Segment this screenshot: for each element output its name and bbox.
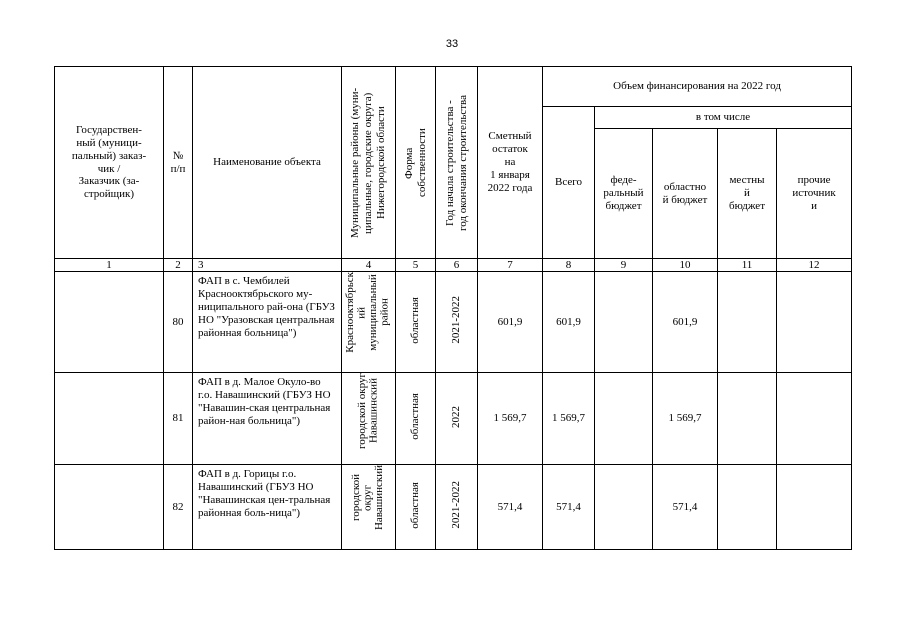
header-federal: феде- ральный бюджет [595, 129, 653, 259]
row-local [718, 272, 777, 373]
row-years: 2021-2022 [436, 465, 478, 550]
header-regional: областно й бюджет [653, 129, 718, 259]
row-ownership: областная [396, 465, 436, 550]
row-total: 1 569,7 [543, 373, 595, 465]
row-object-name: ФАП в д. Малое Окуло-во г.о. Навашинский (ГБУЗ НО "Навашин-ская центральная район-ная больница") [193, 373, 342, 465]
header-customer: Государствен- ный (муници- пальный) заказ- чик / Заказчик (за- стройщик) [55, 67, 164, 259]
header-funding-title: Объем финансирования на 2022 год [543, 67, 852, 107]
row-object-name: ФАП в д. Горицы г.о. Навашинский (ГБУЗ НО "Навашинская цен-тральная районная боль-ница") [193, 465, 342, 550]
column-number: 1 [55, 259, 164, 272]
row-estimate: 571,4 [478, 465, 543, 550]
row-customer [55, 272, 164, 373]
row-years: 2021-2022 [436, 272, 478, 373]
row-customer [55, 465, 164, 550]
column-number: 8 [543, 259, 595, 272]
row-estimate: 1 569,7 [478, 373, 543, 465]
row-district: городской округ Навашинский [342, 465, 396, 550]
header-districts: Муниципальные районы (муни- ципальные, городские округа) Нижегородской области [342, 67, 396, 259]
row-regional: 571,4 [653, 465, 718, 550]
header-estimate: Сметный остаток на 1 января 2022 года [478, 67, 543, 259]
header-other: прочие источник и [777, 129, 852, 259]
table-row [55, 465, 852, 550]
row-other [777, 465, 852, 550]
row-district: Краснооктябрьск ий муниципальный район [342, 272, 396, 373]
header-local: местны й бюджет [718, 129, 777, 259]
header-including: в том числе [595, 107, 852, 129]
row-ownership: областная [396, 272, 436, 373]
row-estimate: 601,9 [478, 272, 543, 373]
column-number: 4 [342, 259, 396, 272]
column-number: 6 [436, 259, 478, 272]
page-number: 33 [445, 38, 459, 50]
financing-table [54, 66, 852, 550]
row-customer [55, 373, 164, 465]
row-district: городской округ Навашинский [342, 373, 396, 465]
header-total: Всего [543, 107, 595, 259]
row-index: 80 [164, 272, 193, 373]
row-regional: 1 569,7 [653, 373, 718, 465]
table-row [55, 272, 852, 373]
row-total: 601,9 [543, 272, 595, 373]
column-number: 5 [396, 259, 436, 272]
row-object-name: ФАП в с. Чембилей Краснооктябрьского му-ниципального рай-она (ГБУЗ НО "Уразовская центральная районная больница") [193, 272, 342, 373]
column-number: 11 [718, 259, 777, 272]
column-number: 2 [164, 259, 193, 272]
row-regional: 601,9 [653, 272, 718, 373]
row-index: 82 [164, 465, 193, 550]
column-number: 7 [478, 259, 543, 272]
table-row [55, 373, 852, 465]
row-total: 571,4 [543, 465, 595, 550]
row-years: 2022 [436, 373, 478, 465]
column-numbers-row [55, 259, 852, 272]
row-local [718, 465, 777, 550]
row-federal [595, 373, 653, 465]
header-ownership: Форма собственности [396, 67, 436, 259]
row-federal [595, 272, 653, 373]
row-local [718, 373, 777, 465]
row-other [777, 373, 852, 465]
column-number: 3 [193, 259, 342, 272]
row-other [777, 272, 852, 373]
column-number: 10 [653, 259, 718, 272]
header-years: Год начала строительства - год окончания строительства [436, 67, 478, 259]
header-object-name: Наименование объекта [193, 67, 342, 259]
header-index: № п/п [164, 67, 193, 259]
row-ownership: областная [396, 373, 436, 465]
column-number: 12 [777, 259, 852, 272]
row-federal [595, 465, 653, 550]
column-number: 9 [595, 259, 653, 272]
row-index: 81 [164, 373, 193, 465]
